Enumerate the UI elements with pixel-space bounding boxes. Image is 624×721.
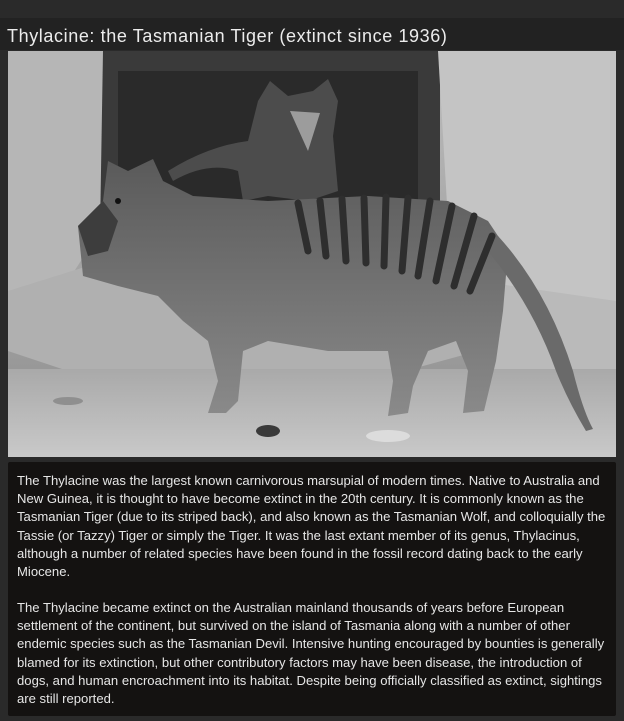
article-paragraph-2: The Thylacine became extinct on the Australian mainland thousands of years before European settlement of the continent, but survived on the island of Tasmania along with a number of other endemic species such as the Tasmanian Devil. Intensive hunting encouraged by bounties is generally blamed for its extinction, but other contributory factors may have been disease, the introduction of dogs, and human encroachment into its habitat. Despite being officially classified as extinct, sightings are still reported. — [17, 600, 605, 707]
thylacine-photo — [8, 51, 616, 457]
article-text-box — [8, 462, 616, 716]
page-title: Thylacine: the Tasmanian Tiger (extinct since 1936) — [7, 26, 448, 46]
article-paragraph-1: The Thylacine was the largest known carnivorous marsupial of modern times. Native to Australia and New Guinea, it is thought to have become extinct in the 20th century. It is commonly known as the Tasmanian Tiger (due to its striped back), and also known as the Tasmanian Wolf, and colloquially the Tassie (or Tazzy) Tiger or simply the Tiger. It was the last extant member of its genus, Thylacinus, although a number of related species have been found in the fossil record dating back to the early Miocene. — [17, 473, 606, 580]
